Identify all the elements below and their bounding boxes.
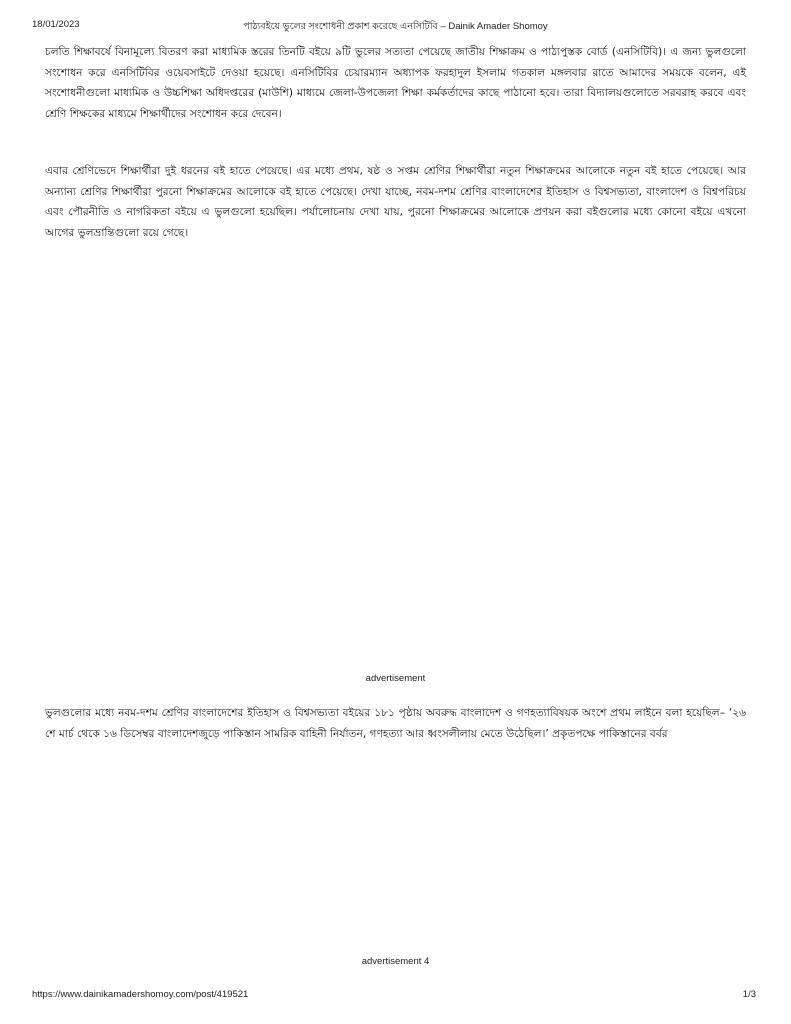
article-body-middle: [45, 161, 746, 243]
page-title: পাঠ্যবইয়ে ভুলের সংশোধনী প্রকাশ করেছে এনসিটিবি – Dainik Amader Shomoy: [243, 21, 548, 32]
article-body-bottom: [45, 703, 746, 744]
advertisement-label: advertisement: [365, 673, 426, 684]
print-header: [32, 19, 759, 33]
article-body-top: [45, 42, 746, 124]
advertisement-label: advertisement 4: [361, 956, 430, 967]
article-paragraph: এবার শ্রেণিভেদে শিক্ষার্থীরা দুই ধরনের বই হাতে পেয়েছে। এর মধ্যে প্রথম, ষষ্ঠ ও সপ্তম শ্রেণির শিক্ষার্থীরা নতুন শিক্ষাক্রমের আলোকে নতুন বই হাতে পেয়েছে। আর অন্যান্য শ্রেণির শিক্ষার্থীরা পুরনো শিক্ষাক্রমের আলোকে বই হাতে পেয়েছে। দেখা যাচ্ছে, নবম-দশম শ্রেণির বাংলাদেশের ইতিহাস ও বিশ্বসভ্যতা, বাংলাদেশ ও বিশ্বপরিচয় এবং পৌরনীতি ও নাগরিকতা বইয়ে এ ভুলগুলো হয়েছিল। পর্যালোচনায় দেখা যায়, পুরনো শিক্ষাক্রমের আলোকে প্রণয়ন করা বইগুলোর মধ্যে কোনো বইয়ে এখনো আগের ভুলভ্রান্তিগুলো রয়ে গেছে।: [45, 165, 746, 239]
print-footer: [32, 989, 756, 1003]
page-number: 1/3: [742, 989, 756, 1000]
article-paragraph: ভুলগুলোর মধ্যে নবম-দশম শ্রেণির বাংলাদেশের ইতিহাস ও বিশ্বসভ্যতা বইয়ের ১৮১ পৃষ্ঠায় অবরুদ্ধ বাংলাদেশ ও গণহত্যাবিষয়ক অংশে প্রথম লাইনে বলা হয়েছিল– ‘২৬ শে মার্চ থেকে ১৬ ডিসেম্বর বাংলাদেশজুড়ে পাকিস্তান সামরিক বাহিনী নির্যাতন, গণহত্যা আর ধ্বংসলীলায় মেতে উঠেছিল।’ প্রকৃতপক্ষে পাকিস্তানের বর্বর: [45, 707, 746, 740]
page-url[interactable]: https://www.dainikamadershomoy.com/post/419521: [32, 989, 249, 1000]
article-paragraph: চলতি শিক্ষাবর্ষে বিনামূল্যে বিতরণ করা মাধ্যমিক স্তরের তিনটি বইয়ে ৯টি ভুলের সত্যতা পেয়েছে জাতীয় শিক্ষাক্রম ও পাঠ্যপুস্তক বোর্ড (এনসিটিবি)। এ জন্য ভুলগুলো সংশোধন করে এনসিটিবির ওয়েবসাইটে দেওয়া হয়েছে। এনসিটিবির চেয়ারম্যান অধ্যাপক ফরহাদুল ইসলাম গতকাল মঙ্গলবার রাতে আমাদের সময়কে বলেন, এই সংশোধনীগুলো মাধ্যমিক ও উচ্চশিক্ষা অধিদপ্তরের (মাউশি) মাধ্যমে জেলা-উপজেলা শিক্ষা কর্মকর্তাদের কাছে পাঠানো হবে। তারা বিদ্যালয়গুলোতে সরবরাহ করবে এবং শ্রেণি শিক্ষকের মাধ্যমে শিক্ষার্থীদের সংশোধন করে দেবেন।: [45, 46, 746, 120]
print-date: 18/01/2023: [32, 19, 80, 30]
